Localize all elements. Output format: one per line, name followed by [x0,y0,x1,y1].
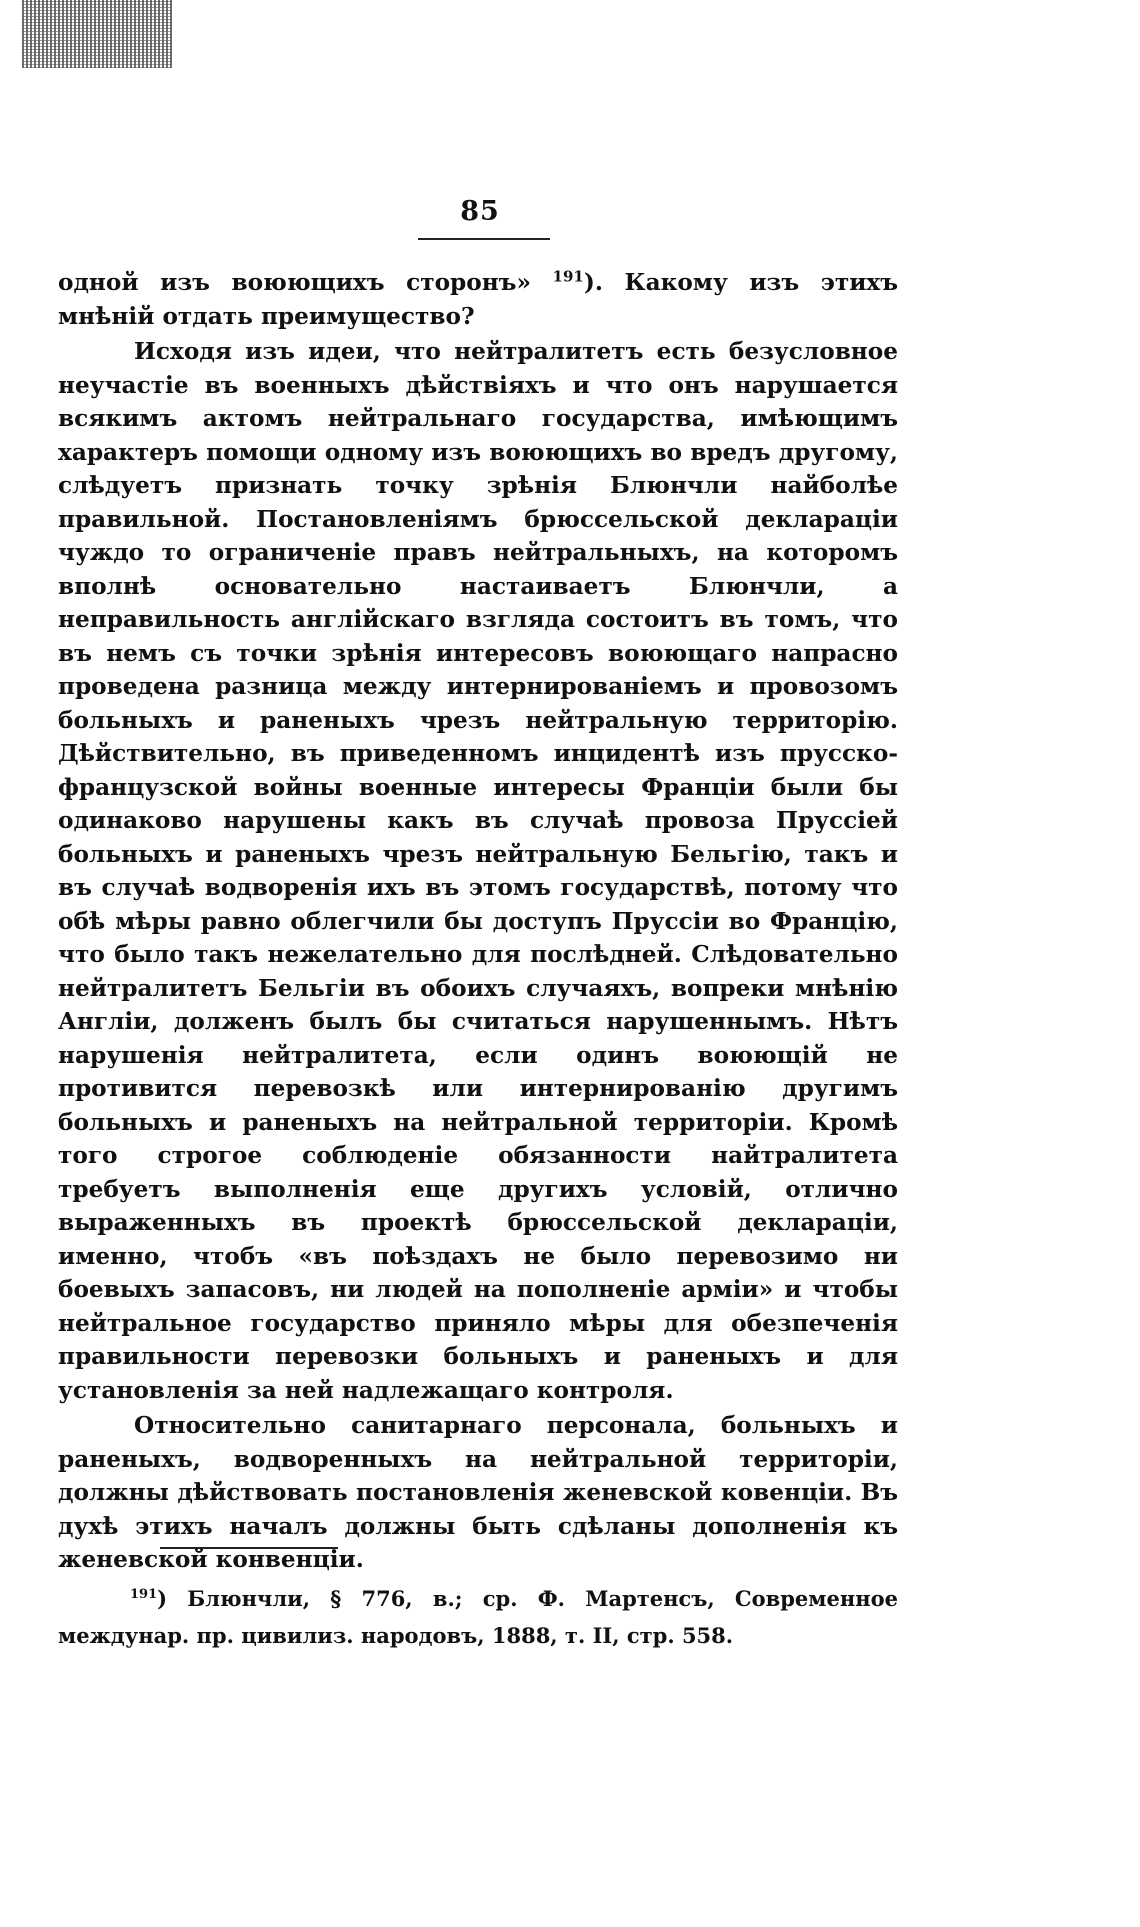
page-number: 85 [460,196,500,227]
footnote-reference[interactable]: 191 [552,267,584,286]
footnote [58,1580,898,1654]
paragraph-1-text-after: ). Какому изъ этихъ мнѣній отдать преимущество? [58,269,899,330]
page-number-rule [418,238,550,240]
footnote-number: 191 [130,1587,158,1602]
paragraph-2: Исходя изъ идеи, что нейтралитетъ есть безусловное неучастіе въ военныхъ дѣйствіяхъ и что онъ нарушается всякимъ актомъ нейтральнаго государства, имѣющимъ характеръ помощи одному изъ воюющихъ во вредъ другому, слѣдуетъ признать точку зрѣнія Блюнчли найболѣе правильной. Постановленіямъ брюссельской декларацiи чуждо то ограниченіе правъ нейтральныхъ, на которомъ вполнѣ основательно настаиваетъ Блюнчли, а неправильность англійскаго взгляда состоитъ въ томъ, что въ немъ съ точки зрѣнія интересовъ воюющаго напрасно проведена разница между интернированіемъ и провозомъ больныхъ и раненыхъ чрезъ нейтральную территорію. Дѣйствительно, въ приведенномъ инцидентѣ изъ прусско-французской войны военные интересы Франціи были бы одинаково нарушены какъ въ случаѣ провоза Пруссіей больныхъ и раненыхъ чрезъ нейтральную Бельгію, такъ и въ случаѣ водворенія ихъ въ этомъ государствѣ, потому что обѣ мѣры равно облегчили бы доступъ Пруссіи во Францію, что было такъ нежелательно для послѣдней. Слѣдовательно нейтралитетъ Бельгіи въ обоихъ случаяхъ, вопреки мнѣнію Англіи, долженъ былъ бы считаться нарушеннымъ. Нѣтъ нарушенія нейтралитета, если одинъ воюющій не противится перевозкѣ или интернированію другимъ больныхъ и раненыхъ на нейтральной территоріи. Кромѣ того строгое соблюденіе обязанности найтралитета требуетъ выполненія еще другихъ условій, отлично выраженныхъ въ проектѣ брюссельской декларацiи, именно, чтобъ «въ поѣздахъ не было перевозимо ни боевыхъ запасовъ, ни людей на пополненіе арміи» и чтобы нейтральное государство приняло мѣры для обезпеченія правильности перевозки больныхъ и раненыхъ и для установленія за ней надлежащаго контроля. [58,338,898,1404]
body-text [58,266,898,1577]
paragraph-3: Относительно санитарнаго персонала, больныхъ и раненыхъ, водворенныхъ на нейтральной территоріи, должны дѣйствовать постановленія женевской ковенціи. Въ духѣ этихъ началъ должны быть сдѣланы дополненія къ женевской конвенціи. [58,1412,898,1573]
footnote-rule [160,1547,338,1549]
paragraph-1-text-before: одной изъ воюющихъ сторонъ» [58,269,531,296]
scan-artifact [22,0,172,68]
footnote-line [58,1580,898,1654]
paragraph-1 [58,266,898,333]
footnote-text: ) Блюнчли, § 776, в.; ср. Ф. Мартенсъ, Современное междунар. пр. цивилиз. народовъ, 1888, т. II, стр. 558. [58,1586,898,1648]
